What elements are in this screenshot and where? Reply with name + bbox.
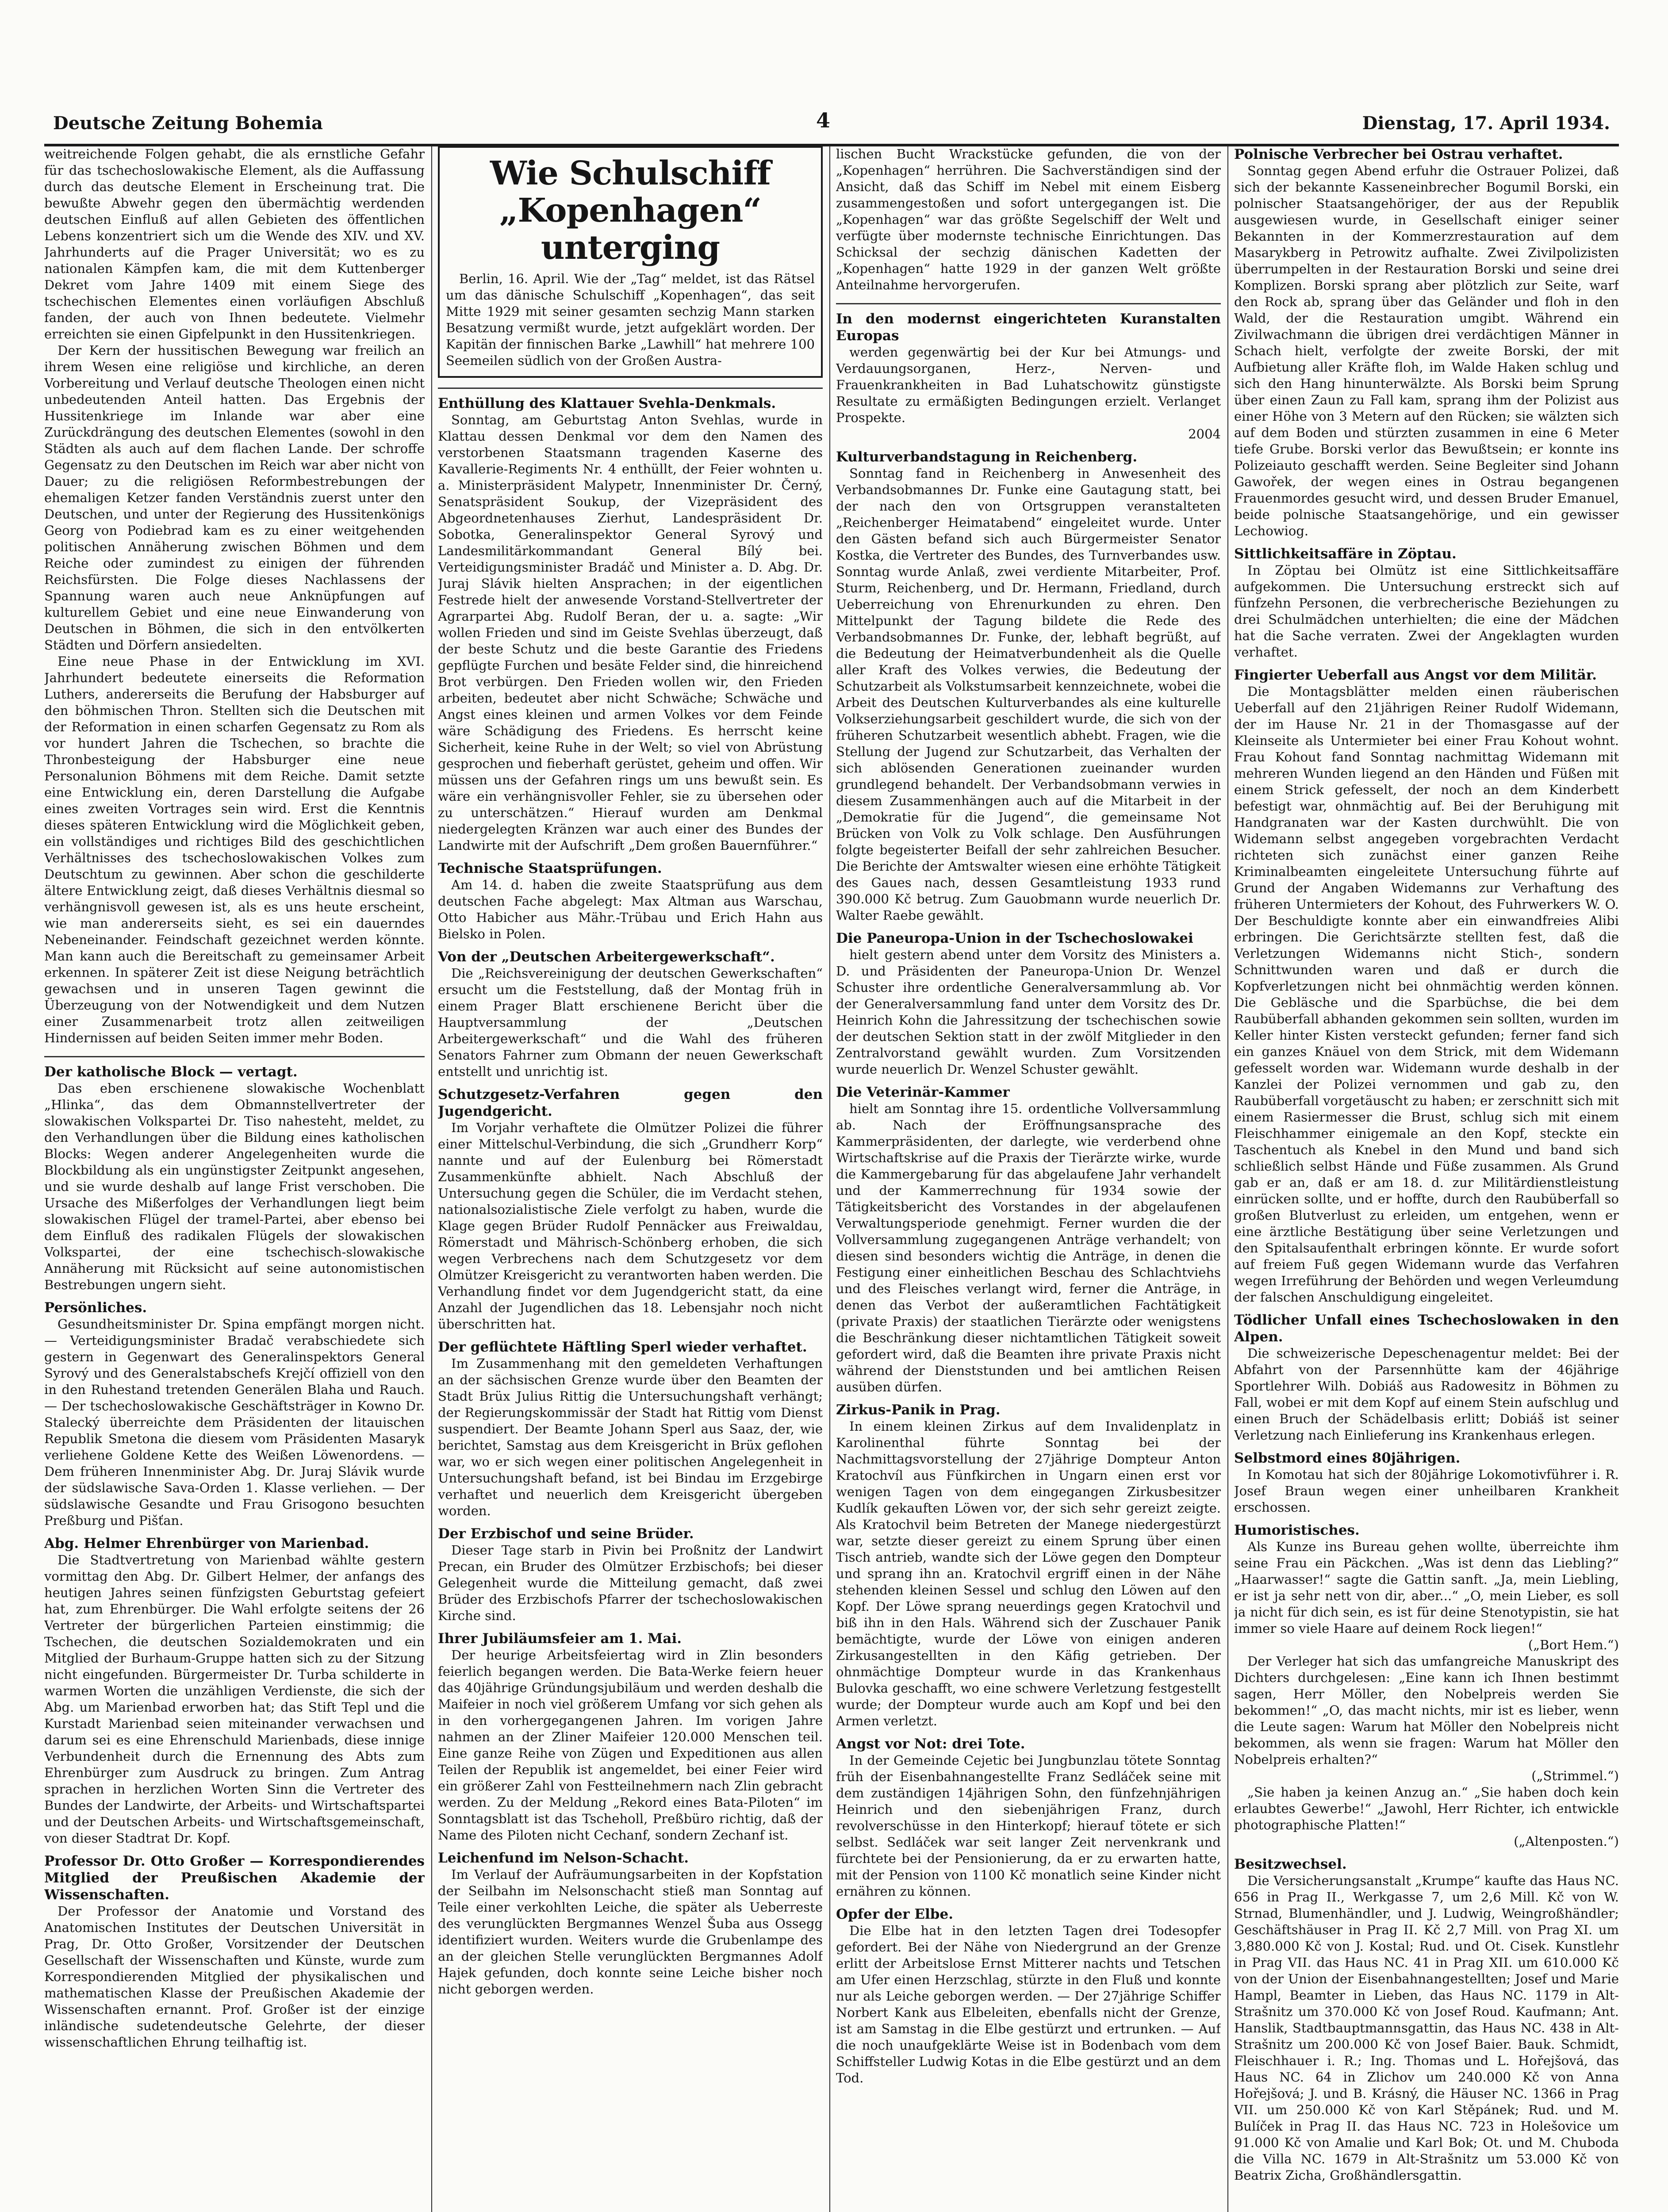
article-body: Die Versicherungsanstalt „Krumpe“ kaufte das Haus NC. 656 in Prag II., Werkgasse 7, um 2,6 Mill. Kč von W. Strnad, Blumenhändler, und J. Ludwig, Weingroßhändler; Geschäftshäuser in Prag II. Kč 2,7 Mill. von Prag XI. um 3,880.000 Kč von J. Kostal; Rud. und Ot. Cisek. Kunstlehr in Prag VII. das Haus NC. 41 in Prag XII. um 610.000 Kč von der Union der Eisenbahnangestellten; Josef und Marie Hampl, Beamter in Lieben, das Haus NC. 1179 in Alt-Strašnitz um 370.000 Kč von Josef Roud. Kaufmann; Ant. Hanslik, Stadtbauptmannsgattin, das Haus NC. 438 in Alt-Strašnitz um 200.000 Kč von Josef Baier. Bauk. Schmidt, Fleischhauer i. R.; Ing. Thomas und L. Hořejšová, das Haus NC. 64 in Zlichov um 240.000 Kč von Anna Hořejšová; J. und B. Krásný, die Häuser NC. 1366 in Prag VII. um 250.000 Kč von Karl Stěpánek; Rud. und M. Bulíček in Prag II. das Haus NC. 723 in Holešovice um 91.000 Kč von Amalie und Karl Bok; Ot. und M. Chuboda die Villa NC. 1679 in Alt-Strašnitz um 53.000 Kč von Beatrix Zicha, Großhändlersgattin. <box>1234 1873 1619 2183</box>
column-divider <box>431 146 432 2212</box>
article-body: Sonntag gegen Abend erfuhr die Ostrauer Polizei, daß sich der bekannte Kasseneinbrecher Bogumil Borski, ein polnischer Staatsangehöriger, der aus der Republik ausgewiesen wurde, in Gesellschaft einiger seiner Bekannten in der Kommerzrestauration auf dem Masarykberg in Petrowitz aufhalte. Zwei Zivilpolizisten überrumpelten in der Restauration Borski und seine drei Komplizen. Borski sprang aber plötzlich zur Seite, warf den Rock ab, sprang über das Geländer und floh in den Wald, der die Restauration umgibt. Während ein Zivilwachmann die übrigen drei verdächtigen Männer in Schach hielt, verfolgte der zweite Borski, der mit Aufbietung aller Kräfte floh, im Walde Haken schlug und sich den Hang hinunterwälzte. Als Borski beim Sprung über einen Zaun zu Fall kam, sprang ihm der Polizist aus einer Höhe von 3 Metern auf den Rücken; sie wälzten sich auf dem Boden und stürzten zusammen in eine 6 Meter tiefe Grube. Borski verlor das Bewußtsein; er konnte ins Polizeiauto geschafft werden. Seine Begleiter sind Johann Gawořek, der wegen eines in Ostrau begangenen Frauenmordes gesucht wird, und dessen Bruder Emanuel, beide polnische Staatsangehörige, und ein gewisser Lechowiog. <box>1234 163 1619 538</box>
page-number: 4 <box>816 108 831 132</box>
article-body: Der Professor der Anatomie und Vorstand des Anatomischen Institutes der Deutschen Universität in Prag, Dr. Otto Großer, Vorsitzender der Deutschen Gesellschaft der Wissenschaften und Künste, wurde zum Korrespondierenden Mitglied der physikalischen und mathematischen Klasse der Preußischen Akademie der Wissenschaften ernannt. Prof. Großer ist der einzige inländische sudetendeutsche Gelehrte, der dieser wissenschaftlichen Ehrung teilhaftig ist. <box>44 1904 425 2050</box>
article-title: Technische Staatsprüfungen. <box>438 860 662 876</box>
article-title: Selbstmord eines 80jährigen. <box>1234 1450 1461 1466</box>
article <box>1234 1450 1619 1516</box>
article-body: Die Montagsblätter melden einen räuberischen Ueberfall auf den 21jährigen Reiner Rudolf Widemann, der im Hause Nr. 21 in der Thomasgasse auf der Kleinseite als Untermieter bei einer Frau Kohout wohnt. Frau Kohout fand Sonntag nachmittag Widemann mit mehreren Wunden liegend an den Händen und Füßen mit einem Strick gefesselt, der noch an dem Kinderbett befestigt war, ohnmächtig auf. Bei der Beruhigung mit Handgranaten war der Kasten durchwühlt. Die von Widemann selbst angegeben vorgebrachten Verdacht richteten sich zunächst einer ganzen Reihe Kriminalbeamten eingeleitete Untersuchung führte auf Grund der Angaben Widemanns zur Verhaftung des früheren Untermieters der Kohout, des Fuhrwerkers W. O. Der Beschuldigte konnte aber ein einwandfreies Alibi erbringen. Die Gerichtsärzte stellten fest, daß die Verletzungen Widemanns nicht Stich-, sondern Schnittwunden waren und daß er durch die Kopfverletzungen nicht bei ohnmächtig werden können. Die Gebläsche und die Sparbüchse, die bei dem Raubüberfall abhanden gekommen sein sollten, wurden im Keller hinter Kisten versteckt gefunden; ferner fand sich ein ganzes Knäuel von dem Strick, mit dem Widemann gefesselt worden war. Widemann wurde deshalb in der Kanzlei der Polizei vernommen und gab zu, den Raubüberfall vorgetäuscht zu haben; er zerschnitt sich mit einem Rasiermesser die Brust, schlug sich mit einem Fleischhammer einigemale an den Kopf, steckte ein Taschentuch als Knebel in den Mund und band sich schließlich selbst Hände und Füße zusammen. Als Grund gab er an, daß er am 18. d. zur Militärdienstleistung einrücken sollte, und er hoffte, durch den Raubüberfall so großen Blutverlust zu erleiden, um entgehen, wenn er eine ärztliche Bestätigung über seine Verletzungen und den Spitalsaufenthalt erbringen könnte. Er wurde sofort auf freiem Fuß gegen Widemann wurde das Verfahren wegen Irreführung der Behörden und wegen Verleumdung der falschen Anschuldigung eingeleitet. <box>1234 684 1619 1305</box>
article <box>438 1339 823 1519</box>
article-body: „Sie haben ja keinen Anzug an.“ „Sie haben doch kein erlaubtes Gewerbe!“ „Jawohl, Herr Richter, ich entwickle photographische Platten!“ <box>1234 1785 1619 1832</box>
article-title: Die Paneuropa-Union in der Tschechoslowakei <box>836 930 1193 946</box>
quote-source: („Bort Hem.“) <box>1528 1637 1619 1652</box>
advertisement <box>836 311 1221 442</box>
article <box>1234 1522 1619 1850</box>
article-divider <box>836 303 1221 304</box>
article-text: weitreichende Folgen gehabt, die als ernstliche Gefahr für das tschechoslowakische Element, als die Auffassung durch das deutsche Element in Erscheinung trat. Die bewußte Abwehr gegen den übermächtig werdenden deutschen Einfluß auf allen Gebieten des öffentlichen Lebens konzentriert sich um die Wende des XIV. und XV. Jahrhunderts auf die Prager Universität; wo es zu nationalen Kämpfen kam, die mit dem Kuttenberger Dekret vom Jahre 1409 mit einem Siege des tschechischen Elementes einen vorläufigen Abschluß fanden, der auch von Ihnen bedeutete. Vielmehr erreichten sie einen Gipfelpunkt in den Hussitenkriegen. <box>44 146 425 342</box>
article <box>836 1906 1221 2086</box>
article-body: Als Kunze ins Bureau gehen wollte, überreichte ihm seine Frau ein Päckchen. „Was ist denn das Liebling?“ „Haarwasser!“ sagte die Gattin sanft. „Ja, mein Liebling, er ist ja sehr nett von dir, aber...“ „O, mein Lieber, es soll ja nicht für dich sein, es ist für deine Stenotypistin, sie hat immer so viele Haare auf deinem Rock liegen!“ <box>1234 1539 1619 1636</box>
article <box>1234 545 1619 661</box>
article-title: Humoristisches. <box>1234 1522 1360 1538</box>
article <box>1234 667 1619 1306</box>
column-4 <box>1234 146 1619 2212</box>
article <box>44 1064 425 1293</box>
article-body: Die Elbe hat in den letzten Tagen drei Todesopfer gefordert. Bei der Nähe von Niedergrund an der Grenze erlitt der Arbeitslose Ernst Mitterer nachts und Tetschen am Ufer einen Herzschlag, stürzte in den Fluß und konnte nur als Leiche geborgen werden. — Der 27jährige Schiffer Norbert Kank aus Elbeleiten, ebenfalls nicht der Grenze, ist am Samstag in die Elbe gestürzt und ertrunken. — Auf die noch unaufgeklärte Weise ist in Bodenbach vom dem Schiffsteller Ludwig Kotas in die Elbe gestürzt und an dem Tod. <box>836 1923 1221 2085</box>
article-body: hielt gestern abend unter dem Vorsitz des Ministers a. D. und Präsidenten der Paneuropa-Union Dr. Wenzel Schuster ihre ordentliche Generalversammlung ab. Vor der Generalversammlung fand unter dem Vorsitz des Dr. Heinrich Kohn die Jahressitzung der tschechischen sowie der deutschen Sektion statt in der zwölf Mitglieder in den Zentralvorstand gewählt wurden. Zum Vorsitzenden wurde neuerlich Dr. Wenzel Schuster gewählt. <box>836 947 1221 1077</box>
article-title: Leichenfund im Nelson-Schacht. <box>438 1850 689 1866</box>
article-title: Schutzgesetz-Verfahren gegen den Jugendgericht. <box>438 1087 823 1119</box>
lead-text: Berlin, 16. April. Wie der „Tag“ meldet, ist das Rätsel um das dänische Schulschiff „Kopenhagen“, das seit Mitte 1929 mit seiner gesamten sechzig Mann starken Besatzung vermißt wurde, jetzt aufgeklärt worden. Der Kapitän der finnischen Barke „Lawhill“ hat mehrere 100 Seemeilen südlich von der Großen Austra- <box>446 271 815 368</box>
quote-source: („Altenposten.“) <box>1514 1834 1619 1849</box>
article-body: Die schweizerische Depeschenagentur meldet: Bei der Abfahrt von der Parsennhütte kam der 46jährige Sportlehrer Wilh. Dobiáš aus Radowesitz in Böhmen zu Fall, wobei er mit dem Kopf auf einem Stein aufschlug und einen Bruch der Schädelbasis erlitt; Dobiáš ist seiner Verletzung nach Einlieferung ins Krankenhaus erlegen. <box>1234 1346 1619 1443</box>
advertisement-number: 2004 <box>1188 426 1221 442</box>
article-body: Die Stadtvertretung von Marienbad wählte gestern vormittag den Abg. Dr. Gilbert Helmer, der anfangs des heutigen Jahres seinen fünfzigsten Geburtstag gefeiert hat, zum Ehrenbürger. Die Wahl erfolgte seitens der 26 Vertreter der bürgerlichen Parteien einstimmig; die Tschechen, die deutschen Sozialdemokraten und ein Mitglied der Burhaum-Gruppe hatten sich zu der Sitzung nicht eingefunden. Bürgermeister Dr. Turba schilderte in warmen Worten die unzähligen Verdienste, die sich der Abg. um Marienbad erworben hat; das Stift Tepl und die Kurstadt Marienbad seien miteinander verwachsen und darum sei es eine Ehrenschuld Marienbads, diese innige Verbundenheit durch die Ernennung des Abts zum Ehrenbürger zum Ausdruck zu bringen. Zum Antrag sprachen in herzlichen Worten Sinn die Vertreter des Bundes der Landwirte, der Arbeits- und Wirtschaftspartei und der Deutschen Arbeits- und Wirtschaftsgemeinschaft, von dieser Stadtrat Dr. Kopf. <box>44 1552 425 1846</box>
article-body: In Zöptau bei Olmütz ist eine Sittlichkeitsaffäre aufgekommen. Die Untersuchung erstreckt sich auf fünfzehn Personen, die verbrecherische Beziehungen zu drei Schulmädchen unterhielten; die eine der Mädchen hat die Sache verraten. Zwei der Angeklagten wurden verhaftet. <box>1234 563 1619 660</box>
article-title: Fingierter Ueberfall aus Angst vor dem Militär. <box>1234 667 1597 683</box>
headline: Wie Schulschiff „Kopenhagen“ unterging <box>490 154 771 267</box>
article-body: hielt am Sonntag ihre 15. ordentliche Vollversammlung ab. Nach der Eröffnungsansprache des Kammerpräsidenten, der darlegte, wie verderbend ohne Wirtschaftskrise auf die Praxis der Tierärzte wirke, wurde die Kammergebarung für das abgelaufene Jahr verhandelt und der Kammerrechnung für 1934 sowie der Tätigkeitsbericht des Vorstandes in der abgelaufenen Verwaltungsperiode genehmigt. Ferner wurden die der Vollversammlung zugegangenen Anträge verhandelt; von diesen sind besonders wichtig die Anträge, in denen die Festigung einer einheitlichen Beschau des Schlachtviehs und des Fleisches verlangt wird, ferner die Anträge, in denen das Verbot der außeramtlichen Fachtätigkeit (private Praxis) der staatlichen Tierärzte oder wenigstens die Beschränkung dieser nichtamtlichen Tätigkeit soweit gefordert wird, daß die Beamten ihre private Praxis nicht während der Dienststunden und bei amtlichen Reisen ausüben dürfen. <box>836 1101 1221 1394</box>
article-divider <box>44 1056 425 1057</box>
article-body: Im Vorjahr verhaftete die Olmützer Polizei die führer einer Mittelschul-Verbindung, die sich „Grundherr Korp“ nannte und auf der Eulenburg bei Römerstadt Zusammenkünfte abhielt. Nach Abschluß der Untersuchung gegen die Schüler, die im Verdacht stehen, nationalsozialistische Ziele verfolgt zu haben, wurde die Klage gegen Brüder Rudolf Pennäcker aus Freiwaldau, Römerstadt und Mährisch-Schönberg erhoben, die sich wegen Verbrechens nach dem Schutzgesetz vor dem Olmützer Kreisgericht zu verantworten haben werden. Die Verhandlung findet vor dem Jugendgericht statt, da eine Anzahl der Jugendlichen das 18. Lebensjahr noch nicht überschritten hat. <box>438 1120 823 1332</box>
article <box>438 1525 823 1624</box>
column-2 <box>438 146 823 2212</box>
article-title: Ihrer Jubiläumsfeier am 1. Mai. <box>438 1631 682 1647</box>
newspaper-name: Deutsche Zeitung Bohemia <box>53 113 323 134</box>
article <box>836 449 1221 924</box>
article-title: Zirkus-Panik in Prag. <box>836 1402 1001 1418</box>
article-title: Opfer der Elbe. <box>836 1906 953 1922</box>
column-divider <box>829 146 830 2212</box>
article-title: Besitzwechsel. <box>1234 1856 1347 1872</box>
article <box>1234 1856 1619 2184</box>
article-body: In der Gemeinde Cejetic bei Jungbunzlau tötete Sonntag früh der Eisenbahnangestellte Franz Sedláček seine mit dem zuständigen 14jährigen Sohn, den fünfzehnjährigen Heinrich und den siebenjährigen Franz, durch revolverschüsse in den Hinterkopf; hierauf tötete er sich selbst. Sedláček war seit langer Zeit nervenkrank und fürchtete bei der Pensionierung, da er zu erwarten hatte, mit der Pension von 1100 Kč monatlich seine Kinder nicht ernähren zu können. <box>836 1753 1221 1899</box>
page-header <box>44 108 1619 146</box>
article-title: Enthüllung des Klattauer Svehla-Denkmals. <box>438 396 776 411</box>
article-title: Die Veterinär-Kammer <box>836 1084 1010 1100</box>
newspaper-page <box>44 0 1619 2212</box>
article-title: Der geflüchtete Häftling Sperl wieder verhaftet. <box>438 1339 807 1355</box>
column-divider <box>1227 146 1228 2212</box>
article <box>438 1086 823 1333</box>
article <box>836 930 1221 1078</box>
article-body: In einem kleinen Zirkus auf dem Invalidenplatz in Karolinenthal führte Sonntag bei der Nachmittagsvorstellung der 27jährige Dompteur Anton Kratochvíl aus Fünfkirchen in Ungarn einen erst vor wenigen Tagen von dem eingegangen Zirkusbesitzer Kudlík gekauften Löwen vor, der sich sehr gereizt zeigte. Als Kratochvil beim Betreten der Manege niedergestürzt war, setzte dieser gereizt zu einem Sprung über einen Tisch antrieb, wandte sich der Löwe gegen den Dompteur und sprang ihn an. Kratochvil ergriff einen in der Nähe stehenden kleinen Sessel und schlug den Löwen auf den Kopf. Der Löwe sprang neuerdings gegen Kratochvil und biß ihn in den Hals. Während sich der Zuschauer Panik bemächtigte, wurde der Löwe von einigen anderen Zirkusangestellten in den Käfig getrieben. Der ohnmächtige Dompteur wurde in das Krankenhaus Bulovka geschafft, wo eine schwere Verletzung festgestellt wurde; der Dompteur wurde auch am Kopf und bei den Armen verletzt. <box>836 1419 1221 1728</box>
advertisement-title: In den modernst eingerichteten Kuranstalten Europas <box>836 311 1221 344</box>
article-text: Der Kern der hussitischen Bewegung war freilich an ihrem Wesen eine religiöse und kirchliche, an deren Vorbereitung und Verlauf deutsche Theologen einen nicht unbedeutenden Anteil hatten. Das Ergebnis der Hussitenkriege im Inlande war aber eine Zurückdrängung des deutschen Elementes (sowohl in den Städten als auch auf dem flachen Lande. Der schroffe Gegensatz zu den Deutschen im Reich war aber nicht von Dauer; zu die religiösen Reformbestrebungen der ehemaligen Ketzer fanden Verständnis zuerst unter den Deutschen, und unter der Regierung des Hussitenkönigs Georg von Podiebrad kam es zu einer weitgehenden politischen Annäherung zwischen Böhmen und dem Reiche oder zumindest zu einigen der führenden Reichsfürsten. Die Folge dieses Nachlassens der Spannung waren auch neue Anknüpfungen auf kulturellem Gebiet und eine neue Einwanderung von Deutschen in Böhmen, die sich in den entvölkerten Städten und Dörfern ansiedelten. <box>44 343 425 653</box>
advertisement-body: werden gegenwärtig bei der Kur bei Atmungs- und Verdauungsorganen, Herz-, Nerven- und Frauenkrankheiten in Bad Luhatschowitz günstigste Resultate zu ermäßigten Bedingungen erzielt. Verlanget Prospekte. <box>836 345 1221 425</box>
article <box>1234 146 1619 539</box>
article <box>836 1402 1221 1729</box>
article <box>438 1630 823 1843</box>
article-body: Die „Reichsvereinigung der deutschen Gewerkschaften“ ersucht um die Feststellung, daß der Montag früh in einem Prager Blatt erschienene Bericht über die Hauptversammlung der „Deutschen Arbeitergewerkschaft“ und die Wahl des früheren Senators Fahrner zum Obmann der neuen Gewerkschaft entstellt und unrichtig ist. <box>438 966 823 1079</box>
article-title: Sittlichkeitsaffäre in Zöptau. <box>1234 546 1457 562</box>
issue-date: Dienstag, 17. April 1934. <box>1362 113 1610 134</box>
article-divider <box>438 388 823 389</box>
article <box>438 1850 823 1997</box>
article-body: Dieser Tage starb in Pivin bei Proßnitz der Landwirt Precan, ein Bruder des Olmützer Erzbischofs; bei dieser Gelegenheit wurde die Mitteilung gemacht, daß zwei Brüder des Erzbischofs Pfarrer der tschechoslowakischen Kirche sind. <box>438 1543 823 1623</box>
article-title: Der katholische Block — vertagt. <box>44 1064 298 1080</box>
article <box>44 1853 425 2051</box>
article-title: Der Erzbischof und seine Brüder. <box>438 1526 694 1542</box>
column-1 <box>44 146 425 2212</box>
article-text: Eine neue Phase in der Entwicklung im XVI. Jahrhundert bedeutete einerseits die Reformation Luthers, andererseits die Berufung der Habsburger auf den böhmischen Thron. Stellten sich die Deutschen mit der Reformation in einen scharfen Gegensatz zu Rom als vor hundert Jahren die Tschechen, so brachte die Thronbesteigung der Habsburger eine neue Personalunion Böhmens mit dem Reiche. Damit setzte eine Entwicklung ein, deren Darstellung die Aufgabe eines zweiten Vortrages sein wird. Erst die Kenntnis dieses späteren Entwicklung wird die Möglichkeit geben, ein vollständiges und richtiges Bild des geschichtlichen Verhältnisses des tschechoslowakischen Volkes zum Deutschtum zu gewinnen. Aber schon die geschilderte ältere Entwicklung zeigt, daß dieses Verhältnis diesmal so verhängnisvoll gewesen ist, als es uns heute erscheint, wie man andererseits sieht, es sei ein dauerndes Nebeneinander. Feindschaft gezeichnet werden könnte. Man kann auch die Bereitschaft zu gemeinsamer Arbeit erkennen. In späterer Zeit ist diese Neigung beträchtlich gewachsen und in unseren Tagen gewinnt die Überzeugung von der Notwendigkeit und dem Nutzen einer Zusammenarbeit trotz allen zeitweiligen Hindernissen auf beiden Seiten immer mehr Boden. <box>44 654 425 1045</box>
article-body: Im Zusammenhang mit den gemeldeten Verhaftungen an der sächsischen Grenze wurde über den Beamten der Stadt Brüx Julius Rittig die Untersuchungshaft verhängt; der Regierungskommissär der Stadt hat Rittig vom Dienst suspendiert. Der Beamte Johann Sperl aus Saaz, der, wie berichtet, Samstag aus dem Kreisgericht in Brüx geflohen war, wo er sich wegen einer politischen Angelegenheit in Untersuchungshaft befand, ist bei Bindau im Erzgebirge verhaftet und neuerlich dem Kreisgericht übergeben worden. <box>438 1356 823 1518</box>
article <box>836 1736 1221 1900</box>
article-body: Sonntag, am Geburtstag Anton Svehlas, wurde in Klattau dessen Denkmal vor dem den Namen des verstorbenen Staatsmann tragenden Kaserne des Kavallerie-Regiments Nr. 4 enthüllt, der Feier wohnten u. a. Ministerpräsident Malypetr, Innenminister Dr. Černý, Senatspräsident Soukup, der Vizepräsident des Abgeordnetenhauses Zierhut, Landespräsident Dr. Sobotka, Generalinspektor General Syrový und Landesmilitärkommandant General Bílý bei. Verteidigungsminister Bradáč und Minister a. D. Abg. Dr. Juraj Slávik hielten Ansprachen; in der eigentlichen Festrede hielt der anwesende Vorstand-Stellvertreter der Agrarpartei Abg. Rudolf Beran, der u. a. sagte: „Wir wollen Frieden und sind im Geiste Svehlas überzeugt, daß der beste Schutz und die beste Garantie des Friedens gepflügte Furchen und besäte Felder sind, die hinreichend Brot verbürgen. Den Frieden wollen wir, den Frieden arbeiten, bedeutet aber nicht Schwäche; Schwäche und Angst eines kleinen und armen Volkes vor dem Feinde wäre Schädigung des Friedens. Es herrscht keine Sicherheit, keine Ruhe in der Welt; so viel von Abrüstung gesprochen und fieberhaft gerüstet, geheim und offen. Wir müssen uns der Gefahren rings um uns bewußt sein. Es wäre ein verhängnisvoller Fehler, sie zu übersehen oder zu unterschätzen.“ Hierauf wurden am Denkmal niedergelegten Kränzen war auch einer des Bundes der Landwirte mit der Aufschrift „Dem großen Bauernführer.“ <box>438 412 823 853</box>
article-title: Von der „Deutschen Arbeitergewerkschaft“. <box>438 949 775 965</box>
article <box>44 1299 425 1529</box>
article <box>1234 1312 1619 1444</box>
column-3 <box>836 146 1221 2212</box>
article-body: In Komotau hat sich der 80jährige Lokomotivführer i. R. Josef Braun wegen einer unheilbaren Krankheit erschossen. <box>1234 1467 1619 1515</box>
article-title: Abg. Helmer Ehrenbürger von Marienbad. <box>44 1536 369 1551</box>
article <box>836 1084 1221 1395</box>
article-body: Sonntag fand in Reichenberg in Anwesenheit des Verbandsobmannes Dr. Funke eine Gautagung statt, bei der nach den von Ortsgruppen veranstalteten „Reichenberger Heimatabend“ eingeleitet wurde. Unter den Gästen befand sich auch Bürgermeister Senator Kostka, die Vertreter des Bundes, des Turnverbandes usw. Sonntag wurde Anlaß, zwei verdiente Mitarbeiter, Prof. Sturm, Reichenberg, und Dr. Hermann, Friedland, durch Ueberreichung von Ehrenurkunden zu ehren. Den Mittelpunkt der Tagung bildete die Rede des Verbandsobmannes Dr. Funke, der, lebhaft begrüßt, auf die Bedeutung der Heimatverbundenheit als die Quelle aller Kraft des Volkes verwies, die Bedeutung der Schutzarbeit als Volkstumsarbeit kennzeichnete, wobei die Arbeit des Deutschen Kulturverbandes als eine kulturelle Volkserziehungsarbeit geschildert wurde, die sich von der früheren Schutzarbeit wesentlich abhebt. Fragen, wie die Stellung der Jugend zur Schutzarbeit, das Verhalten der sich ablösenden Generationen zueinander wurden grundlegend behandelt. Der Verbandsobmann verwies in diesem Zusammenhängen auch auf die Mitarbeit in der „Demokratie für die Jugend“, die gemeinsame Not Brücken von Volk zu Volk schlage. Den Ausführungen folgte begeisterter Beifall der sehr zahlreichen Besucher. Die Berichte der Amtswalter wiesen eine erhöhte Tätigkeit des Gaues nach, dessen Gesamtleistung 1933 rund 390.000 Kč betrug. Zum Gauobmann wurde neuerlich Dr. Walter Raebe gewählt. <box>836 466 1221 923</box>
article-body: Der heurige Arbeitsfeiertag wird in Zlin besonders feierlich begangen werden. Die Bata-Werke feiern heuer das 40jährige Gründungsjubiläum und werden deshalb die Maifeier in noch viel größerem Umfang vor sich gehen als in den vorhergegangenen Jahren. Im vorigen Jahre nahmen an der Zliner Maifeier 120.000 Menschen teil. Eine ganze Reihe von Zügen und Expeditionen aus allen Teilen der Republik ist angemeldet, bei einer Feier wird ein größerer Zahl von Festteilnehmern nach Zlin gebracht werden. Zu der Meldung „Rekord eines Bata-Piloten“ im Sonntagsblatt ist das Tscheholl, Preßbüro richtig, daß der Name des Piloten nicht Cechanf, sondern Zechanf ist. <box>438 1647 823 1843</box>
article <box>438 860 823 942</box>
article <box>438 949 823 1080</box>
quote-source: („Strimmel.“) <box>1531 1768 1619 1783</box>
article-title: Polnische Verbrecher bei Ostrau verhaftet. <box>1234 146 1563 162</box>
article-title: Angst vor Not: drei Tote. <box>836 1736 1025 1752</box>
article-body: Gesundheitsminister Dr. Spina empfängt morgen nicht. — Verteidigungsminister Bradač verabschiedete sich gestern in Gegenwart des Generalinspektors General Syrový und des Generalstabschefs Krejčí offiziell von den in den Ruhestand tretenden Generälen Blaha und Rauch. — Der tschechoslowakische Geschäftsträger in Kowno Dr. Stalecký überreichte dem Präsidenten der litauischen Republik Smetona die diesem vom Präsidenten Masaryk verliehene Goldene Kette des Weißen Löwenordens. — Dem früheren Innenminister Abg. Dr. Juraj Slávik wurde der südslawische Sava-Orden 1. Klasse verliehen. — Der südslawische Gesandte und Frau Grisogono besuchten Preßburg und Pišťan. <box>44 1317 425 1528</box>
article <box>44 1535 425 1847</box>
article-body: Am 14. d. haben die zweite Staatsprüfung aus dem deutschen Fache abgelegt: Max Altman aus Warschau, Otto Habicher aus Mähr.-Trübau und Erich Hahn aus Bielsko in Polen. <box>438 877 823 941</box>
article-title: Kulturverbandstagung in Reichenberg. <box>836 449 1138 465</box>
article-title: Professor Dr. Otto Großer — Korrespondierendes Mitglied der Preußischen Akademie der Wissenschaften. <box>44 1853 425 1903</box>
article-body: Im Verlauf der Aufräumungsarbeiten in der Kopfstation der Seilbahn im Nelsonschacht stieß man Sonntag auf Teile einer verkohlten Leiche, die später als Ueberreste des verunglückten Bergmannes Wenzel Šuba aus Ossegg identifiziert wurden. Weiters wurde die Grubenlampe des an der gleichen Stelle verunglückten Bergmannes Adolf Hajek gefunden, doch konnte seine Leiche bisher noch nicht geborgen werden. <box>438 1867 823 1997</box>
headline-box <box>438 146 823 378</box>
article-body: Das eben erschienene slowakische Wochenblatt „Hlinka“, das dem Obmannstellvertreter der slowakischen Volkspartei Dr. Tiso nahesteht, meldet, zu den Verhandlungen über die Bildung eines katholischen Blocks: Wegen anderer Angelegenheiten wurde die Blockbildung als ein ungünstigster Zeitpunkt angesehen, und sie wurde deshalb auf lange Frist verschoben. Die Ursache des Mißerfolges der Verhandlungen liegt beim slowakischen Flügel der tramel-Partei, aber ebenso bei dem Einfluß des radikalen Flügels der slowakischen Volkspartei, der eine tschechisch-slowakische Annäherung mit Rücksicht auf seine autonomistischen Bestrebungen ungern sieht. <box>44 1081 425 1292</box>
article <box>438 395 823 854</box>
article-body: Der Verleger hat sich das umfangreiche Manuskript des Dichters durchgelesen: „Eine kann ich Ihnen bestimmt sagen, Herr Möller, den Nobelpreis werden Sie bekommen!“ „O, das macht nichts, mir ist es lieber, wenn die Leute sagen: Warum hat Möller den Nobelpreis nicht bekommen, als wenn sie fragen: Warum hat Möller den Nobelpreis erhalten?“ <box>1234 1654 1619 1767</box>
article-title: Persönliches. <box>44 1300 147 1316</box>
lead-continuation: lischen Bucht Wrackstücke gefunden, die von der „Kopenhagen“ herrühren. Die Sachverständigen sind der Ansicht, daß das Schiff im Nebel mit einem Eisberg zusammengestoßen und sofort untergegangen ist. Die „Kopenhagen“ war das größte Segelschiff der Welt und verfügte über modernste technische Einrichtungen. Das Schicksal der sechzig dänischen Kadetten der „Kopenhagen“ hatte 1929 in der ganzen Welt größte Anteilnahme hervorgerufen. <box>836 146 1221 292</box>
article-title: Tödlicher Unfall eines Tschechoslowaken in den Alpen. <box>1234 1312 1619 1345</box>
